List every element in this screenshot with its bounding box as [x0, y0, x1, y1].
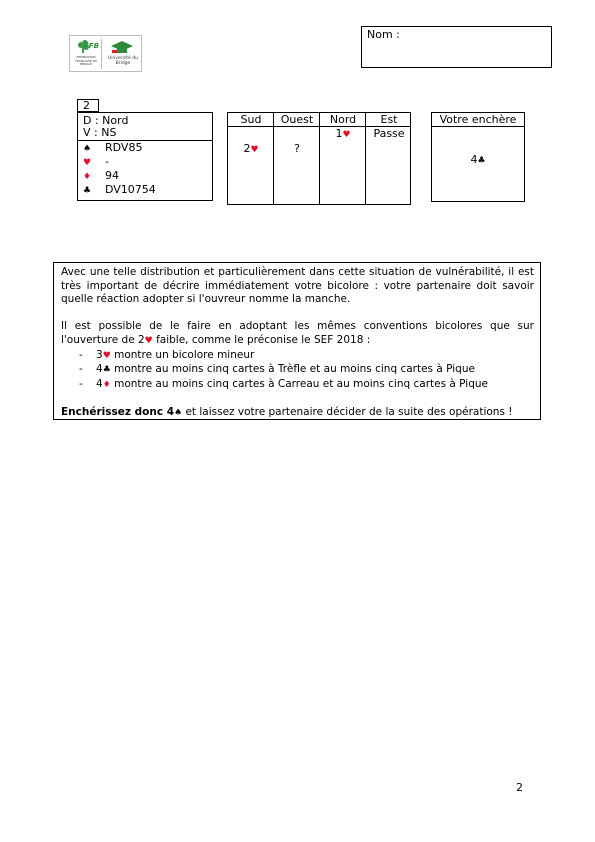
bid-level: 1	[335, 127, 343, 140]
item-text: montre au moins cinq cartes à Trèfle et au moins cinq cartes à Pique	[110, 363, 475, 376]
header-sud: Sud	[240, 113, 262, 126]
hand-row-clubs	[83, 183, 156, 198]
holding-diamonds: 94	[105, 169, 119, 182]
hand-row-hearts	[83, 155, 109, 170]
club-icon: ♣	[83, 186, 92, 196]
heart-icon: ♥	[250, 145, 259, 155]
heart-icon: ♥	[144, 335, 153, 346]
list-item	[79, 363, 534, 378]
conclusion-text: et laissez votre partenaire décider de la suite des opérations !	[182, 405, 513, 418]
bid-sud-2	[228, 142, 274, 157]
name-field[interactable]	[361, 26, 552, 68]
heart-icon: ♥	[83, 158, 92, 168]
bid-level: 4	[96, 377, 103, 390]
holding-spades: RDV85	[105, 141, 143, 154]
item-text: montre au moins cinq cartes à Carreau et au moins cinq cartes à Pique	[110, 377, 488, 390]
explanation-paragraph	[61, 320, 534, 348]
bullet-dash: -	[79, 363, 83, 376]
dealer-label: D : Nord	[83, 114, 129, 127]
explanation-box	[53, 262, 541, 420]
ub-logo-text: Université du Bridge	[108, 56, 138, 66]
paragraph-text: Il est possible de le faire en adoptant les mêmes conventions bicolores que sur l'ouverture de 2	[61, 320, 534, 346]
diamond-icon: ♦	[102, 379, 111, 390]
conclusion	[61, 406, 534, 421]
list-item	[79, 349, 534, 364]
ffb-logo-text: FFB	[84, 42, 99, 50]
logo	[69, 35, 142, 72]
bullet-dash: -	[79, 377, 83, 390]
list-item	[79, 378, 534, 393]
page-number: 2	[516, 781, 523, 794]
hand-row-diamonds	[83, 169, 119, 184]
ffb-logo-subtitle: FÉDÉRATION FRANÇAISE DE BRIDGE	[75, 55, 97, 66]
header-ouest: Ouest	[280, 113, 314, 126]
conclusion-bold: Enchérissez donc 4	[61, 405, 175, 418]
logo-divider	[101, 39, 102, 69]
bid-level: 4	[96, 363, 103, 376]
hand-box	[77, 112, 213, 201]
bullet-dash: -	[79, 348, 83, 361]
name-label: Nom :	[367, 28, 400, 41]
bid-level: 3	[96, 348, 103, 361]
diamond-icon: ♦	[83, 172, 92, 182]
answer-bid[interactable]	[432, 153, 524, 166]
header-est: Est	[380, 113, 398, 126]
bid-nord-1	[320, 127, 366, 142]
explanation-paragraph: Avec une telle distribution et particulièrement dans cette situation de vulnérabilité, il est très important de décrire immédiatement votre bicolore : votre partenaire doit savoir quelle réaction adopter si l'ouvreur nomme la manche.	[61, 266, 534, 306]
spade-icon: ♠	[174, 407, 183, 418]
spade-icon: ♠	[83, 144, 92, 154]
heart-icon: ♥	[102, 350, 111, 361]
paragraph-text: faible, comme le préconise le SEF 2018 :	[152, 333, 371, 346]
holding-clubs: DV10754	[105, 183, 156, 196]
holding-hearts: -	[105, 155, 109, 168]
bidding-table	[227, 112, 411, 205]
club-icon: ♣	[102, 365, 111, 376]
bid-est-1: Passe	[373, 127, 405, 140]
bid-ouest-2: ?	[294, 142, 300, 155]
club-icon: ♣	[477, 156, 486, 166]
item-text: montre un bicolore mineur	[110, 348, 255, 361]
header-nord: Nord	[329, 113, 357, 126]
deal-number: 2	[77, 99, 99, 112]
hand-row-spades	[83, 141, 142, 156]
answer-level: 4	[470, 153, 478, 166]
answer-box	[431, 112, 525, 202]
heart-icon: ♥	[342, 130, 351, 140]
convention-list	[61, 349, 534, 393]
graduation-cap-icon	[110, 40, 134, 56]
bid-level: 2	[243, 142, 251, 155]
vulnerability-label: V : NS	[83, 126, 117, 139]
answer-header: Votre enchère	[432, 113, 524, 127]
